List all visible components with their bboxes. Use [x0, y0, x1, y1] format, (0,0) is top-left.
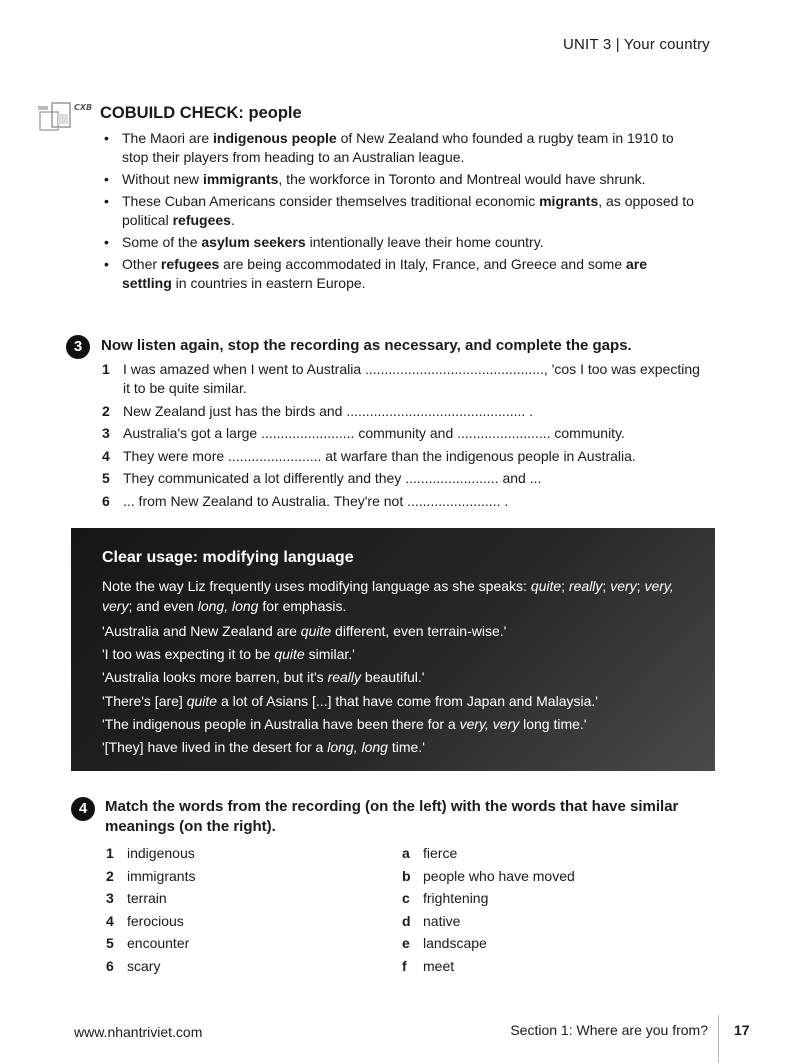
match-item-right [402, 911, 575, 934]
usage-text: long time.' [519, 715, 587, 732]
match-word: indigenous [127, 845, 195, 861]
item-number: 3 [102, 425, 110, 442]
usage-text: 'The indigenous people in Australia have been there for a [102, 715, 460, 732]
cobuild-keyword: asylum seekers [201, 234, 306, 250]
cobuild-item [100, 170, 700, 189]
match-word: scary [127, 957, 161, 974]
exercise-4-badge: 4 [71, 797, 95, 821]
match-label: 5 [106, 935, 114, 951]
cobuild-item [100, 255, 700, 293]
match-word: meet [423, 957, 455, 974]
cobuild-text: The Maori are [122, 130, 214, 146]
match-item-left [106, 933, 195, 956]
exercise-3-item [102, 469, 702, 488]
item-text: They communicated a lot differently and they ........................ and ... [123, 470, 542, 487]
cobuild-text: Without new [122, 171, 203, 187]
match-label: 4 [106, 912, 114, 929]
cobuild-item [100, 129, 700, 167]
match-label: 3 [106, 890, 114, 906]
usage-emphasis: long, long [197, 598, 259, 614]
usage-text: 'There's [are] [102, 692, 187, 709]
cobuild-keyword: refugees [160, 256, 220, 272]
usage-emphasis: very, very [102, 578, 674, 614]
usage-text: ; [561, 578, 569, 594]
match-word: ferocious [127, 912, 184, 929]
cobuild-keyword: refugees [172, 212, 231, 228]
clear-usage-box [71, 528, 715, 771]
cobuild-keyword: are settling [122, 256, 648, 291]
match-item-left [106, 866, 195, 889]
usage-quote [102, 645, 355, 663]
usage-emphasis: quite [530, 578, 562, 594]
usage-text: similar.' [304, 646, 355, 663]
exercise-4-left-column [106, 843, 195, 978]
match-label: d [402, 912, 411, 929]
match-item-left [106, 911, 195, 934]
match-item-left [106, 843, 195, 866]
exercise-3-item [102, 492, 702, 511]
page-number: 17 [734, 1022, 750, 1038]
usage-emphasis: really [568, 578, 603, 594]
item-text: I was amazed when I went to Australia .............................................., 'cos I too was expecting it to be quite similar. [123, 361, 700, 396]
match-item-right [402, 866, 575, 889]
match-item-right [402, 956, 575, 979]
page-header-unit: UNIT 3 | Your country [562, 36, 710, 53]
match-word: encounter [127, 935, 190, 951]
exercise-3-list [102, 360, 702, 515]
match-label: b [402, 867, 411, 884]
footer-divider [718, 1015, 719, 1063]
usage-emphasis: quite [300, 623, 332, 639]
match-item-left [106, 956, 195, 979]
usage-quote [102, 622, 506, 640]
cobuild-item [100, 192, 700, 230]
usage-emphasis: really [327, 669, 362, 686]
cobuild-text: . [230, 212, 235, 228]
clear-usage-note [102, 576, 692, 616]
usage-quote [102, 715, 587, 733]
usage-emphasis: very, very [459, 715, 520, 732]
match-word: landscape [423, 935, 487, 951]
exercise-3-badge: 3 [66, 335, 90, 359]
usage-text: 'I too was expecting it to be [102, 646, 275, 663]
cobuild-logo-text: CXB [74, 103, 93, 112]
item-number: 6 [102, 492, 110, 509]
match-label: 2 [106, 867, 114, 884]
exercise-3-item [102, 447, 702, 466]
match-word: immigrants [127, 867, 196, 884]
exercise-3-instruction: Now listen again, stop the recording as necessary, and complete the gaps. [101, 337, 632, 354]
cobuild-text: These Cuban Americans consider themselves traditional economic [122, 193, 540, 209]
cobuild-text: , the workforce in Toronto and Montreal would have shrunk. [278, 171, 646, 187]
cobuild-logo-icon [38, 100, 94, 138]
cobuild-keyword: immigrants [202, 171, 279, 187]
usage-text: beautiful.' [361, 669, 425, 686]
exercise-4-instruction: Match the words from the recording (on the left) with the words that have similar meanings (on the right). [105, 798, 679, 835]
cobuild-text: of New Zealand who founded a rugby team in 1910 to stop their players from heading to an Australian league. [122, 130, 674, 165]
match-label: f [402, 957, 407, 974]
usage-text: different, even terrain-wise.' [331, 623, 507, 639]
item-text: ... from New Zealand to Australia. They're not ........................ . [123, 492, 509, 509]
usage-text: ; [636, 578, 645, 594]
usage-emphasis: quite [186, 692, 218, 709]
cobuild-keyword: indigenous people [213, 130, 337, 146]
usage-text: Note the way Liz frequently uses modifying language as she speaks: [102, 578, 531, 594]
cobuild-title: COBUILD CHECK: people [100, 104, 302, 122]
usage-emphasis: very [610, 578, 637, 594]
exercise-4-right-column [402, 843, 575, 978]
item-number: 4 [102, 447, 110, 464]
match-label: 6 [106, 957, 114, 974]
item-number: 2 [102, 402, 110, 419]
cobuild-keyword: migrants [539, 193, 599, 209]
cobuild-text: Other [122, 256, 161, 272]
usage-text: a lot of Asians [...] that have come from Japan and Malaysia.' [217, 692, 598, 709]
usage-text: '[They] have lived in the desert for a [102, 739, 328, 755]
match-word: fierce [423, 845, 458, 861]
usage-text: 'Australia looks more barren, but it's [102, 669, 328, 686]
item-text: Australia's got a large ........................ community and ........................ community. [123, 425, 625, 442]
match-item-right [402, 933, 575, 956]
usage-text: 'Australia and New Zealand are [102, 623, 301, 639]
cobuild-text: in countries in eastern Europe. [171, 275, 366, 291]
exercise-3-item [102, 424, 702, 443]
footer-url: www.nhantriviet.com [74, 1024, 203, 1040]
match-word: native [423, 912, 461, 929]
match-label: e [402, 935, 410, 951]
match-label: c [402, 890, 410, 906]
match-word: people who have moved [423, 867, 575, 884]
match-item-right [402, 888, 575, 911]
footer-section-title: Section 1: Where are you from? [510, 1022, 708, 1038]
cobuild-text: are being accommodated in Italy, France, and Greece and some [219, 256, 627, 272]
usage-text: ; [602, 578, 611, 594]
match-label: a [402, 845, 410, 861]
usage-emphasis: quite [274, 646, 305, 663]
usage-emphasis: long, long [327, 739, 388, 755]
match-item-left [106, 888, 195, 911]
item-number: 1 [102, 361, 110, 377]
match-label: 1 [106, 845, 114, 861]
usage-quote [102, 692, 598, 710]
usage-quote [102, 738, 425, 756]
item-text: New Zealand just has the birds and .............................................. . [123, 402, 534, 419]
match-item-right [402, 843, 575, 866]
cobuild-text: intentionally leave their home country. [305, 234, 544, 250]
usage-text: for emphasis. [258, 598, 347, 614]
usage-quote [102, 668, 424, 686]
exercise-3-item [102, 360, 702, 398]
usage-text: ; and even [128, 598, 198, 614]
usage-text: time.' [387, 739, 425, 755]
match-word: frightening [423, 890, 489, 906]
item-text: They were more ........................ at warfare than the indigenous people in Australia. [123, 447, 636, 464]
cobuild-list [100, 129, 700, 296]
match-word: terrain [127, 890, 167, 906]
item-number: 5 [102, 470, 110, 487]
cobuild-item [100, 233, 700, 252]
cobuild-text: Some of the [122, 234, 202, 250]
exercise-3-item [102, 402, 702, 421]
cobuild-text: , as opposed to political [122, 193, 694, 228]
clear-usage-title: Clear usage: modifying language [102, 549, 354, 566]
